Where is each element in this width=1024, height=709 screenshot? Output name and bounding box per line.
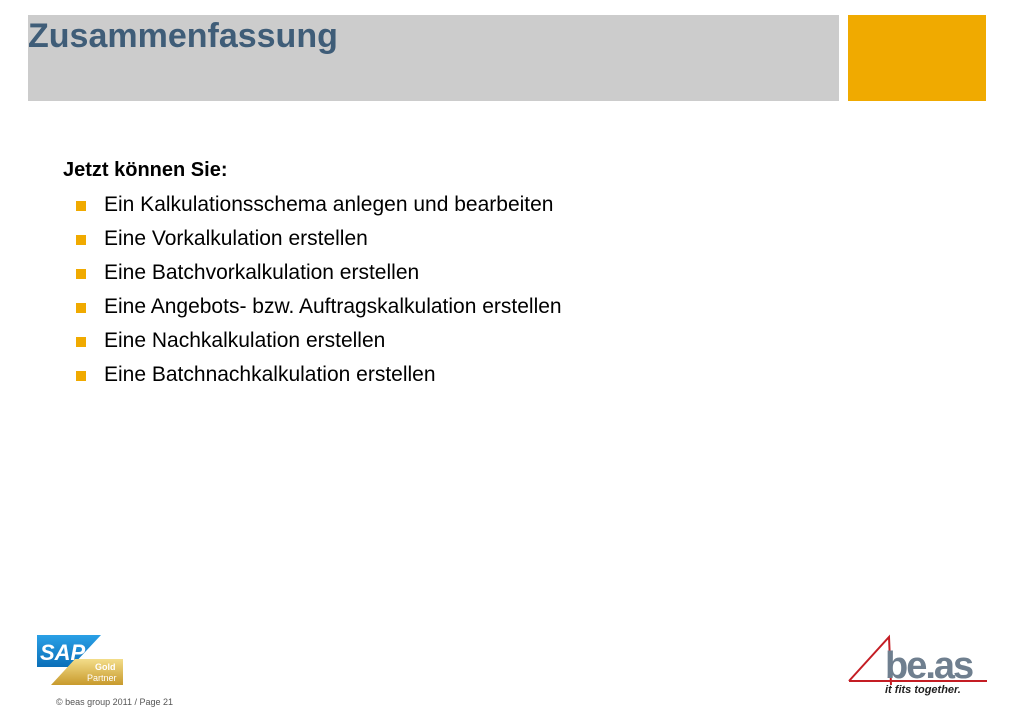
slide-content [63, 154, 562, 392]
bullet-icon [76, 371, 86, 381]
list-item-text: Eine Nachkalkulation erstellen [104, 329, 386, 352]
list-item [63, 290, 562, 324]
list-item [63, 188, 562, 222]
list-item-text: Ein Kalkulationsschema anlegen und bearbeiten [104, 193, 554, 216]
beas-tagline: it fits together. [885, 684, 961, 696]
partner-label: Partner [87, 673, 117, 683]
bullet-icon [76, 269, 86, 279]
accent-block [848, 15, 986, 101]
list-item [63, 222, 562, 256]
sap-gold-partner-logo [37, 633, 125, 691]
list-item [63, 324, 562, 358]
footer-copyright: © beas group 2011 / Page 21 [56, 697, 174, 707]
list-item-text: Eine Angebots- bzw. Auftragskalkulation erstellen [104, 295, 562, 318]
bullet-list [63, 188, 562, 392]
list-item-text: Eine Batchvorkalkulation erstellen [104, 261, 420, 284]
beas-logo [845, 633, 990, 697]
list-item-text: Eine Vorkalkulation erstellen [104, 227, 368, 250]
content-heading: Jetzt können Sie: [63, 159, 228, 181]
page-title: Zusammenfassung [28, 17, 338, 55]
list-item-text: Eine Batchnachkalkulation erstellen [104, 363, 436, 386]
bullet-icon [76, 235, 86, 245]
list-item [63, 358, 562, 392]
sap-wordmark: SAP [40, 640, 86, 665]
bullet-icon [76, 303, 86, 313]
list-item [63, 256, 562, 290]
beas-wordmark: be.as [885, 645, 973, 687]
bullet-icon [76, 201, 86, 211]
gold-label: Gold [95, 662, 116, 672]
bullet-icon [76, 337, 86, 347]
